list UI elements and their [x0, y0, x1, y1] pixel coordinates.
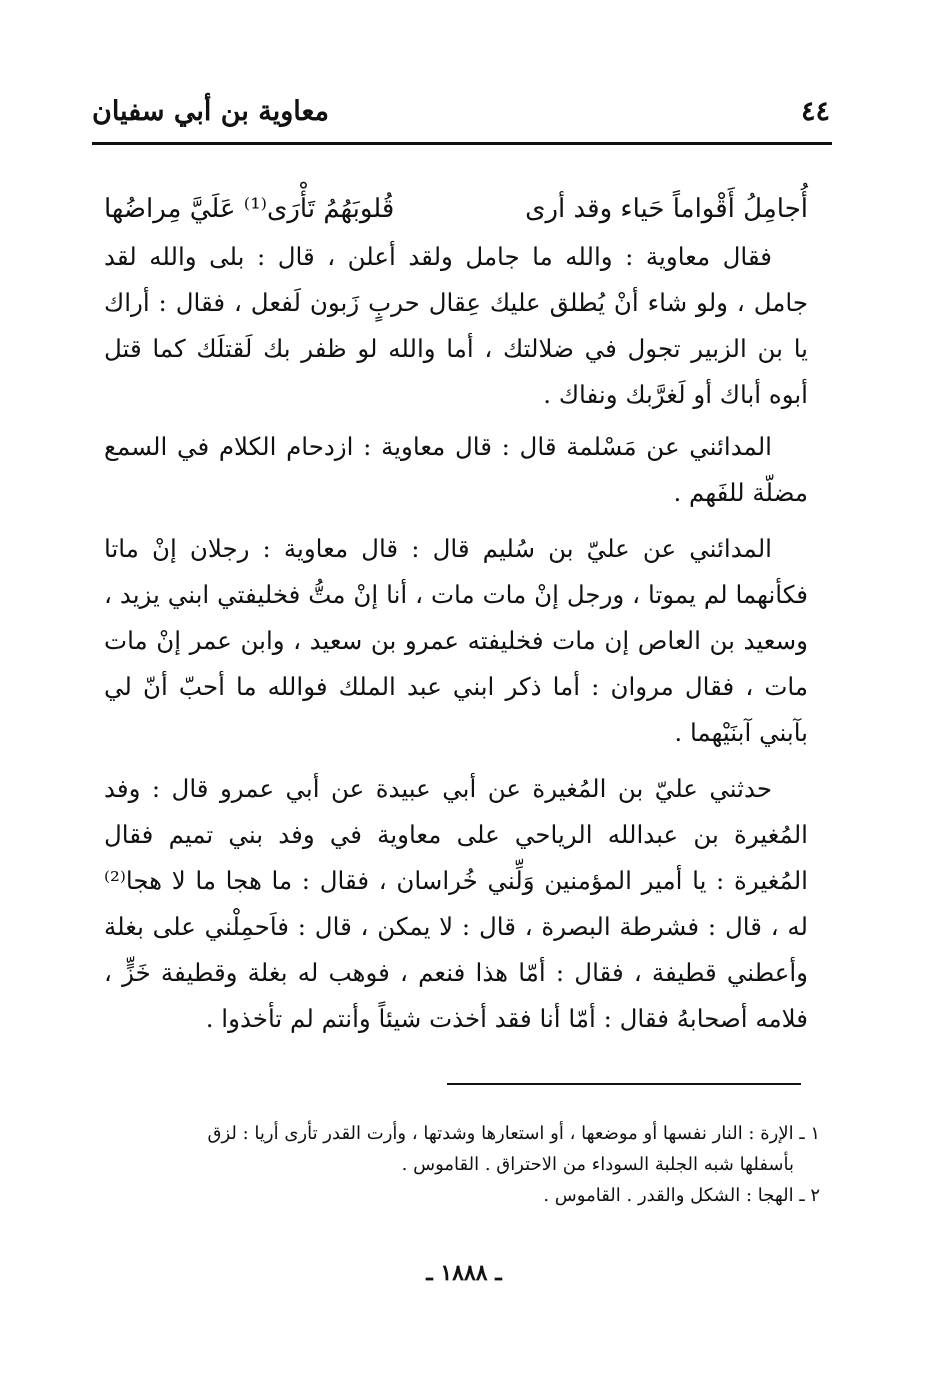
folio-number: ـ ١٨٨٨ ـ	[426, 1260, 502, 1286]
page-header	[92, 96, 830, 142]
verse-second-hemistich: قُلوبَهُمُ تَأْرَى⁽¹⁾ عَلَيَّ مِراضُها	[104, 194, 395, 224]
paragraph: حدثني عليّ بن المُغيرة عن أبي عبيدة عن أبي عمرو قال : وفد المُغيرة بن عبدالله الرياحي على معاوية في وفد بني تميم فقال المُغيرة : يا أمير المؤمنين وَلِّني خُراسان ، فقال : ما هجا ما لا هجا⁽²⁾ له ، قال : فشرطة البصرة ، قال : لا يمكن ، قال : فاَحمِلْني على بغلة وأعطني قطيفة ، فقال : أمّا هذا فنعم ، فوهب له بغلة وقطيفة خَزٍّ ، فلامه أصحابهُ فقال : أمّا أنا فقد أخذت شيئاً وأنتم لم تأخذوا .	[104, 774, 808, 1033]
running-title: معاوية بن أبي سفيان	[92, 96, 330, 127]
footnote: ٢ ـ الهجا : الشكل والقدر . القاموس .	[543, 1185, 820, 1206]
poem-verse	[104, 186, 808, 234]
paragraph: المدائني عن مَسْلمة قال : قال معاوية : ازدحام الكلام في السمع مضلّة للفَهم .	[104, 432, 808, 507]
page-number: ٤٤	[800, 96, 830, 127]
paragraph: المدائني عن عليّ بن سُليم قال : قال معاوية : رجلان إنْ ماتا فكأنهما لم يموتا ، ورجل إنْ مات مات ، أنا إنْ متُّ فخليفتي ابني يزيد ، وسعيد بن العاص إن مات فخليفته عمرو بن سعيد ، وابن عمر إنْ مات مات ، فقال مروان : أما ذكر ابني عبد الملك فوالله ما أحبّ أنّ لي بآبني آبنَيْهما .	[104, 534, 808, 747]
footnote-divider	[447, 1083, 801, 1085]
paragraph: فقال معاوية : والله ما جامل ولقد أعلن ، قال : بلى والله لقد جامل ، ولو شاء أنْ يُطلق عليك عِقال حربٍ زَبون لَفعل ، فقال : أراك يا بن الزبير تجول في ضلالتك ، أما والله لو ظفر بك لَقتلَك كما قتل أبوه أباك أو لَغرَّبك ونفاك .	[104, 242, 808, 409]
footnotes	[92, 1118, 820, 1211]
footnote-continuation: بأسفلها شبه الجلبة السوداء من الاحتراق . القاموس .	[401, 1154, 794, 1175]
footnote: ١ ـ الإرة : النار نفسها أو موضعها ، أو استعارها وشدتها ، وأرت القدر تأرى أريا : لزق	[207, 1123, 820, 1144]
main-text	[104, 186, 808, 1052]
header-divider	[92, 142, 832, 145]
verse-first-hemistich: أُجامِلُ أَقْواماً حَياء وقد أرى	[525, 194, 808, 224]
